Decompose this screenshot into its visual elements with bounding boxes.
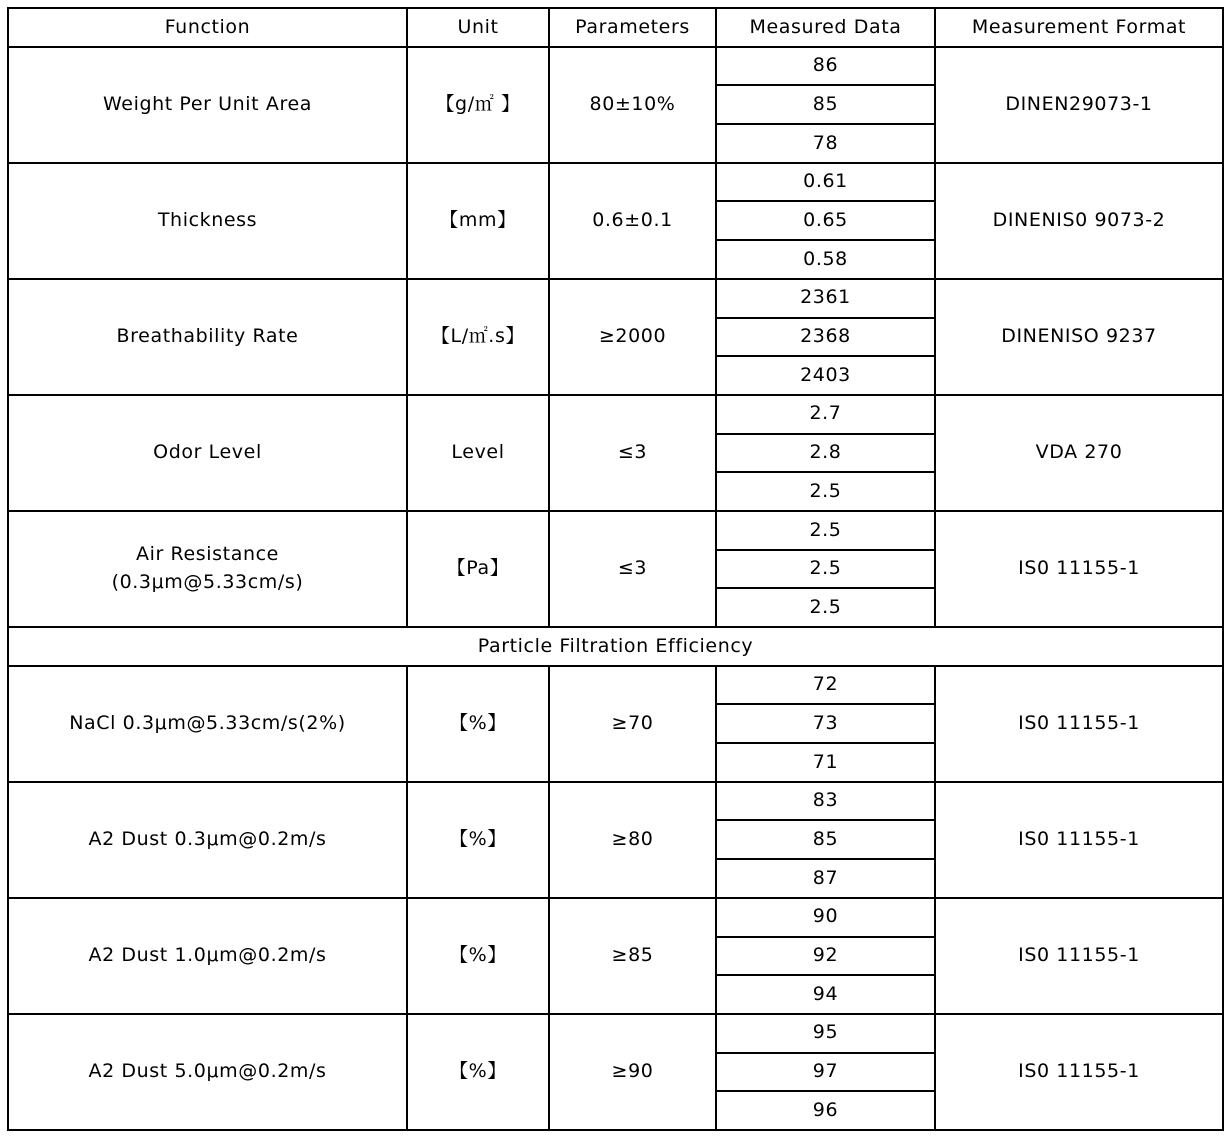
unit-cell: 【%】 (407, 898, 549, 1014)
parameter-cell: ≥80 (549, 782, 716, 898)
format-cell: IS0 11155-1 (935, 1014, 1223, 1130)
header-measured-data: Measured Data (716, 8, 935, 47)
unit-cell: 【g/㎡ 】 (407, 47, 549, 163)
measured-cell: 2.5 (716, 472, 935, 511)
function-cell: Breathability Rate (8, 279, 407, 395)
table-row (8, 47, 1223, 86)
specification-table (7, 7, 1224, 1131)
measured-cell: 0.58 (716, 240, 935, 279)
format-cell: IS0 11155-1 (935, 666, 1223, 782)
parameter-cell: ≥85 (549, 898, 716, 1014)
measured-cell: 86 (716, 47, 935, 86)
unit-cell: 【Pa】 (407, 511, 549, 627)
function-cell: NaCl 0.3μm@5.33cm/s(2%) (8, 666, 407, 782)
measured-cell: 0.61 (716, 163, 935, 202)
measured-cell: 73 (716, 704, 935, 743)
measured-cell: 94 (716, 975, 935, 1014)
table-row (8, 898, 1223, 937)
measured-cell: 72 (716, 666, 935, 705)
function-cell: Thickness (8, 163, 407, 279)
table-row (8, 279, 1223, 318)
header-unit: Unit (407, 8, 549, 47)
format-cell: IS0 11155-1 (935, 511, 1223, 627)
measured-cell: 95 (716, 1014, 935, 1053)
format-cell: DINENISO 9237 (935, 279, 1223, 395)
measured-cell: 92 (716, 937, 935, 976)
table-row (8, 163, 1223, 202)
measured-cell: 2.5 (716, 511, 935, 550)
function-cell: A2 Dust 5.0μm@0.2m/s (8, 1014, 407, 1130)
unit-cell: 【%】 (407, 666, 549, 782)
function-cell: A2 Dust 0.3μm@0.2m/s (8, 782, 407, 898)
function-cell: A2 Dust 1.0μm@0.2m/s (8, 898, 407, 1014)
function-line: (0.3μm@5.33cm/s) (111, 570, 304, 593)
measured-cell: 2361 (716, 279, 935, 318)
measured-cell: 0.65 (716, 201, 935, 240)
header-measurement-format: Measurement Format (935, 8, 1223, 47)
measured-cell: 2.8 (716, 434, 935, 473)
table-row (8, 511, 1223, 550)
table-row (8, 666, 1223, 705)
header-parameters: Parameters (549, 8, 716, 47)
parameter-cell: ≥70 (549, 666, 716, 782)
format-cell: VDA 270 (935, 395, 1223, 511)
section-row (8, 627, 1223, 666)
parameter-cell: ≥90 (549, 1014, 716, 1130)
measured-cell: 2368 (716, 318, 935, 357)
header-function: Function (8, 8, 407, 47)
measured-cell: 2.7 (716, 395, 935, 434)
parameter-cell: 80±10% (549, 47, 716, 163)
measured-cell: 90 (716, 898, 935, 937)
function-cell: Odor Level (8, 395, 407, 511)
unit-cell: 【L/㎡.s】 (407, 279, 549, 395)
measured-cell: 2.5 (716, 550, 935, 589)
table-row (8, 395, 1223, 434)
parameter-cell: 0.6±0.1 (549, 163, 716, 279)
unit-cell: 【%】 (407, 1014, 549, 1130)
unit-cell: 【%】 (407, 782, 549, 898)
header-row (8, 8, 1223, 47)
measured-cell: 97 (716, 1053, 935, 1092)
function-line: Air Resistance (136, 543, 279, 566)
function-cell: Weight Per Unit Area (8, 47, 407, 163)
format-cell: DINEN29073-1 (935, 47, 1223, 163)
measured-cell: 87 (716, 859, 935, 898)
measured-cell: 71 (716, 743, 935, 782)
measured-cell: 96 (716, 1091, 935, 1130)
function-cell (8, 511, 407, 627)
measured-cell: 83 (716, 782, 935, 821)
measured-cell: 2.5 (716, 588, 935, 627)
format-cell: IS0 11155-1 (935, 782, 1223, 898)
parameter-cell: ≤3 (549, 511, 716, 627)
table-row (8, 1014, 1223, 1053)
section-title: Particle Filtration Efficiency (8, 627, 1223, 666)
parameter-cell: ≥2000 (549, 279, 716, 395)
table-row (8, 782, 1223, 821)
unit-cell: 【mm】 (407, 163, 549, 279)
measured-cell: 2403 (716, 356, 935, 395)
measured-cell: 85 (716, 85, 935, 124)
measured-cell: 85 (716, 820, 935, 859)
format-cell: DINENIS0 9073-2 (935, 163, 1223, 279)
measured-cell: 78 (716, 124, 935, 163)
format-cell: IS0 11155-1 (935, 898, 1223, 1014)
unit-cell: Level (407, 395, 549, 511)
parameter-cell: ≤3 (549, 395, 716, 511)
